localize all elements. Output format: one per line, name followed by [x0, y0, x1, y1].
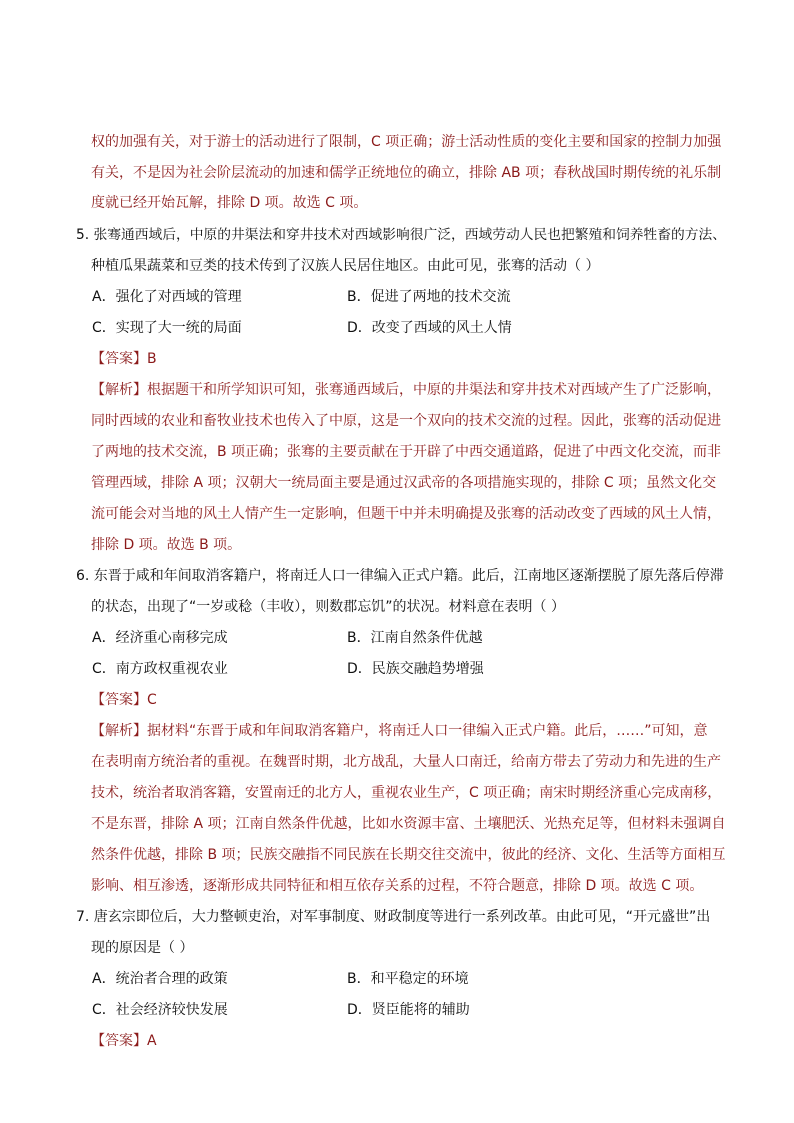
analysis-line: 【解析】根据题干和所学知识可知，张骞通西域后，中原的井渠法和穿井技术对西域产生了广泛影响，: [91, 382, 721, 398]
option-a: A．经济重心南移完成: [92, 630, 228, 646]
analysis-line: 管理西域，排除 A 项；汉朝大一统局面主要是通过汉武帝的各项措施实现的，排除 C 项；虽然文化交: [91, 475, 717, 491]
analysis-line: 技术，统治者取消客籍，安置南迁的北方人，重视农业生产，C 项正确；南宋时期经济重心完成南移，: [91, 785, 722, 801]
option-c: C．社会经济较快发展: [92, 1002, 228, 1018]
analysis-line: 有关，不是因为社会阶层流动的加速和儒学正统地位的确立，排除 AB 项；春秋战国时期传统的礼乐制: [91, 165, 722, 181]
question-7-stem: 现的原因是（ ）: [91, 940, 194, 956]
question-7-stem: 7. 唐玄宗即位后，大力整顿吏治，对军事制度、财政制度等进行一系列改革。由此可见，“开元盛世”出: [76, 909, 711, 925]
analysis-line: 流可能会对当地的风土人情产生一定影响，但题干中并未明确提及张骞的活动改变了西域的风土人情，: [91, 506, 721, 522]
analysis-line: 然条件优越，排除 B 项；民族交融指不同民族在长期交往交流中，彼此的经济、文化、生活等方面相互: [91, 847, 726, 863]
option-b: B．和平稳定的环境: [347, 971, 469, 987]
analysis-line: 【解析】据材料“东晋于咸和年间取消客籍户，将南迁人口一律编入正式户籍。此后，……”可知，意: [91, 723, 708, 739]
option-c: C．南方政权重视农业: [92, 661, 228, 677]
analysis-line: 在表明南方统治者的重视。在魏晋时期，北方战乱，大量人口南迁，给南方带去了劳动力和先进的生产: [91, 754, 721, 770]
analysis-line: 不是东晋，排除 A 项；江南自然条件优越，比如水资源丰富、土壤肥沃、光热充足等，但材料未强调自: [91, 816, 726, 832]
question-6-stem: 的状态，出现了“一岁或稔（丰收），则数郡忘饥”的状况。材料意在表明（ ）: [91, 599, 565, 615]
option-b: B．江南自然条件优越: [347, 630, 483, 646]
option-b: B．促进了两地的技术交流: [347, 289, 511, 305]
answer-label: 【答案】A: [91, 1033, 157, 1049]
answer-label: 【答案】C: [91, 692, 157, 708]
analysis-line: 权的加强有关，对于游士的活动进行了限制，C 项正确；游士活动性质的变化主要和国家的控制力加强: [91, 134, 722, 150]
analysis-line: 度就已经开始瓦解，排除 D 项。故选 C 项。: [91, 195, 368, 211]
option-c: C．实现了大一统的局面: [92, 320, 242, 336]
option-a: A．强化了对西域的管理: [92, 289, 242, 305]
option-d: D．改变了西域的风土人情: [347, 320, 512, 336]
option-d: D．贤臣能将的辅助: [347, 1002, 470, 1018]
question-6-stem: 6. 东晋于咸和年间取消客籍户，将南迁人口一律编入正式户籍。此后，江南地区逐渐摆脱了原先落后停滞: [76, 568, 724, 584]
analysis-line: 了两地的技术交流，B 项正确；张骞的主要贡献在于开辟了中西交通道路，促进了中西文化交流，而非: [91, 444, 722, 460]
option-d: D．民族交融趋势增强: [347, 661, 484, 677]
analysis-line: 影响、相互渗透，逐渐形成共同特征和相互依存关系的过程，不符合题意，排除 D 项。故选 C 项。: [91, 878, 704, 894]
answer-label: 【答案】B: [91, 351, 157, 367]
question-5-stem: 种植瓜果蔬菜和豆类的技术传到了汉族人民居住地区。由此可见，张骞的活动（ ）: [91, 258, 600, 274]
question-5-stem: 5. 张骞通西域后，中原的井渠法和穿井技术对西域影响很广泛，西域劳动人民也把繁殖和饲养牲畜的方法、: [76, 227, 726, 243]
analysis-line: 同时西域的农业和畜牧业技术也传入了中原，这是一个双向的技术交流的过程。因此，张骞的活动促进: [91, 413, 721, 429]
analysis-line: 排除 D 项。故选 B 项。: [91, 537, 242, 553]
option-a: A．统治者合理的政策: [92, 971, 228, 987]
